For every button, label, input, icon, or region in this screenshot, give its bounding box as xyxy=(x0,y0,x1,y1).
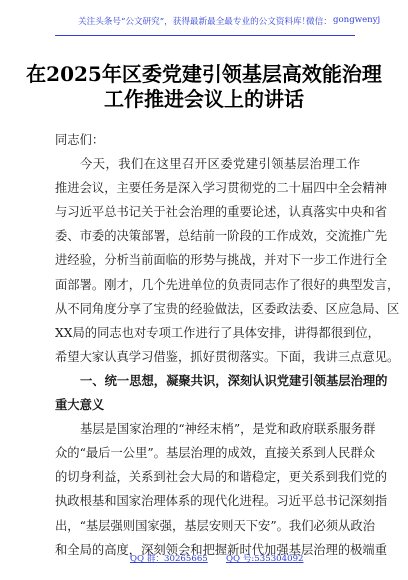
paragraph-line: 希望大家认真学习借鉴，抓好贯彻落实。下面，我讲三点意见。 xyxy=(55,349,400,364)
document-title-line-2: 工作推进会议上的讲话 xyxy=(104,87,304,111)
wechat-id: gongwenyj xyxy=(333,15,381,25)
paragraph-line: 与习近平总书记关于社会治理的重要论述，认真落实中央和省 xyxy=(55,205,388,220)
wechat-label: 微信： xyxy=(306,17,332,27)
paragraph-line: 和全局的高度，深刻领会和把握新时代加强基层治理的极端重 xyxy=(55,542,388,557)
document-title-line-1: 在2025年区委党建引领基层高效能治理 xyxy=(26,62,382,86)
paragraph-line: 面部署。刚才，几个先进单位的负责同志作了很好的典型发言， xyxy=(55,277,400,292)
section-heading: 重大意义 xyxy=(55,398,105,413)
paragraph-line: 出，“基层强则国家强，基层安则天下安”。我们必须从政治 xyxy=(55,518,375,533)
paragraph-line: 委、市委的决策部署，总结前一阶段的工作成效，交流推广先 xyxy=(55,229,388,244)
document-body xyxy=(55,128,400,562)
section-heading: 一、统一思想，凝聚共识，深刻认识党建引领基层治理的 xyxy=(80,373,388,388)
promo-header xyxy=(0,15,408,28)
paragraph-line: 从不同角度分享了宝贵的经验做法，区委政法委、区应急局、区 xyxy=(55,301,400,316)
paragraph-line: 众的“最后一公里”。基层治理的成效，直接关系到人民群众 xyxy=(55,446,375,461)
qq-group-link[interactable]: QQ 群：30265665 xyxy=(130,554,208,564)
paragraph-line: 的切身利益，关系到社会大局的和谐稳定，更关系到我们党的 xyxy=(55,470,388,485)
salutation: 同志们： xyxy=(55,133,105,147)
paragraph-line: 进经验，分析当前面临的形势与挑战，并对下一步工作进行全 xyxy=(55,253,388,268)
paragraph-line: 基层是国家治理的“神经末梢”，是党和政府联系服务群 xyxy=(80,422,376,437)
qq-number-link[interactable]: QQ 号:535304092 xyxy=(226,554,304,564)
paragraph-line: 执政根基和国家治理体系的现代化进程。习近平总书记深刻指 xyxy=(55,494,388,509)
paragraph-line: XX局的同志也对专项工作进行了具体安排，讲得都很到位， xyxy=(55,325,380,340)
paragraph-line: 今天，我们在这里召开区委党建引领基层治理工作 xyxy=(80,157,360,172)
paragraph-line: 推进会议，主要任务是深入学习贯彻党的二十届四中全会精神 xyxy=(55,181,388,196)
promo-header-text: 关注头条号“公文研究”，获得最新最全最专业的公文资料库！ xyxy=(78,17,311,27)
footer xyxy=(0,552,408,566)
header-divider xyxy=(55,35,355,36)
